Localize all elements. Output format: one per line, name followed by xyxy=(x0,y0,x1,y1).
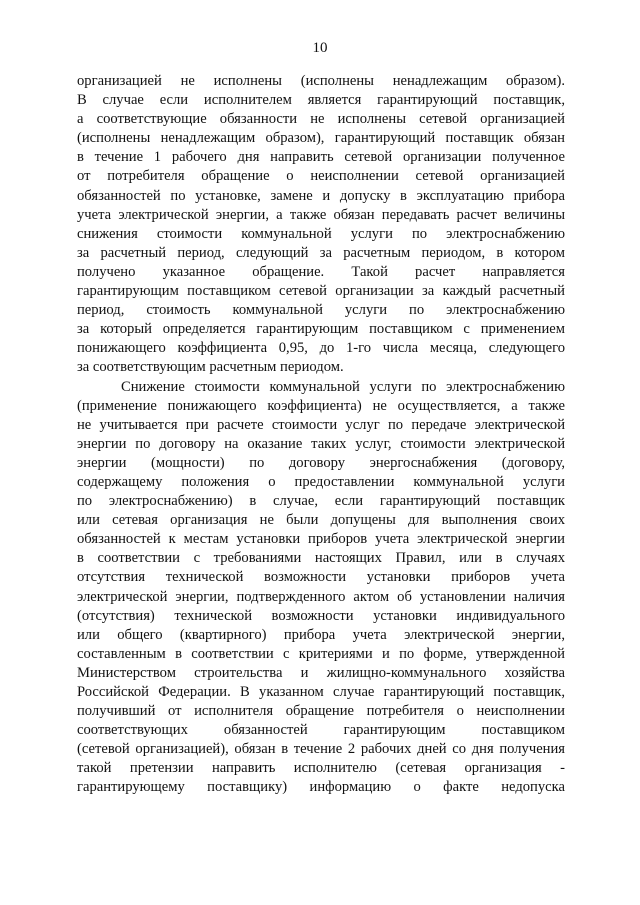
text-line: энергии (мощности) по договору энергоснабжения (договору, xyxy=(77,454,565,471)
text-line: (применение понижающего коэффициента) не осуществляется, а также xyxy=(77,397,565,414)
text-line: (исполнены ненадлежащим образом), гарантирующий поставщик обязан xyxy=(77,130,565,147)
text-line: понижающего коэффициента 0,95, до 1-го числа месяца, следующего xyxy=(77,340,565,357)
text-line: обязанностей к местам установки приборов учета электрической энергии xyxy=(77,531,565,548)
text-line: получивший от исполнителя обращение потребителя о неисполнении xyxy=(77,703,565,720)
text-line: в соответствии с требованиями настоящих Правил, или в случаях xyxy=(77,550,565,567)
text-line: или сетевая организация не были допущены для выполнения своих xyxy=(77,512,565,529)
text-line: гарантирующим поставщиком сетевой организации за каждый расчетный xyxy=(77,283,565,300)
text-line: за соответствующим расчетным периодом. xyxy=(77,359,344,376)
text-line: за который определяется гарантирующим поставщиком с применением xyxy=(77,321,565,338)
text-line: получено указанное обращение. Такой расчет направляется xyxy=(77,263,565,280)
text-line: отсутствия технической возможности установки приборов учета xyxy=(77,569,565,586)
text-line: гарантирующему поставщику) информацию о факте недопуска xyxy=(77,779,565,796)
text-line: В случае если исполнителем является гарантирующий поставщик, xyxy=(77,92,565,109)
text-line: (отсутствия) технической возможности установки индивидуального xyxy=(77,607,565,624)
text-line: в течение 1 рабочего дня направить сетевой организации полученное xyxy=(77,149,565,166)
text-line: учета электрической энергии, а также обязан передавать расчет величины xyxy=(77,206,565,223)
paragraph-2 xyxy=(77,378,565,798)
text-line: содержащему положения о предоставлении коммунальной услуги xyxy=(77,473,565,490)
text-line: составленным в соответствии с критериями и по форме, утвержденной xyxy=(77,645,565,662)
text-line: по электроснабжению) в случае, если гарантирующий поставщик xyxy=(77,493,565,510)
text-line: обязанностей по установке, замене и допуску в эксплуатацию прибора xyxy=(77,187,565,204)
text-line: (сетевой организацией), обязан в течение 2 рабочих дней со дня получения xyxy=(77,741,565,758)
text-line: Министерством строительства и жилищно-коммунального хозяйства xyxy=(77,664,565,681)
document-body xyxy=(77,72,565,798)
text-line: от потребителя обращение о неисполнении сетевой организацией xyxy=(77,168,565,185)
text-line: электрической энергии, подтвержденного актом об установлении наличия xyxy=(77,588,565,605)
text-line: снижения стоимости коммунальной услуги по электроснабжению xyxy=(77,225,565,242)
text-line: не учитывается при расчете стоимости услуг по передаче электрической xyxy=(77,416,565,433)
text-line: соответствующих обязанностей гарантирующим поставщиком xyxy=(77,722,565,739)
text-line: а соответствующие обязанности не исполнены сетевой организацией xyxy=(77,111,565,128)
page-number: 10 xyxy=(312,40,328,56)
text-line: Снижение стоимости коммунальной услуги по электроснабжению xyxy=(121,378,565,395)
text-line: период, стоимость коммунальной услуги по электроснабжению xyxy=(77,302,565,319)
paragraph-1 xyxy=(77,72,565,378)
text-line: за расчетный период, следующий за расчетным периодом, в котором xyxy=(77,244,565,261)
text-line: энергии по договору на оказание таких услуг, стоимости электрической xyxy=(77,435,565,452)
text-line: такой претензии направить исполнителю (сетевая организация - xyxy=(77,760,565,777)
text-line: организацией не исполнены (исполнены ненадлежащим образом). xyxy=(77,73,565,89)
text-line: или общего (квартирного) прибора учета электрической энергии, xyxy=(77,626,565,643)
text-line: Российской Федерации. В указанном случае гарантирующий поставщик, xyxy=(77,684,565,700)
